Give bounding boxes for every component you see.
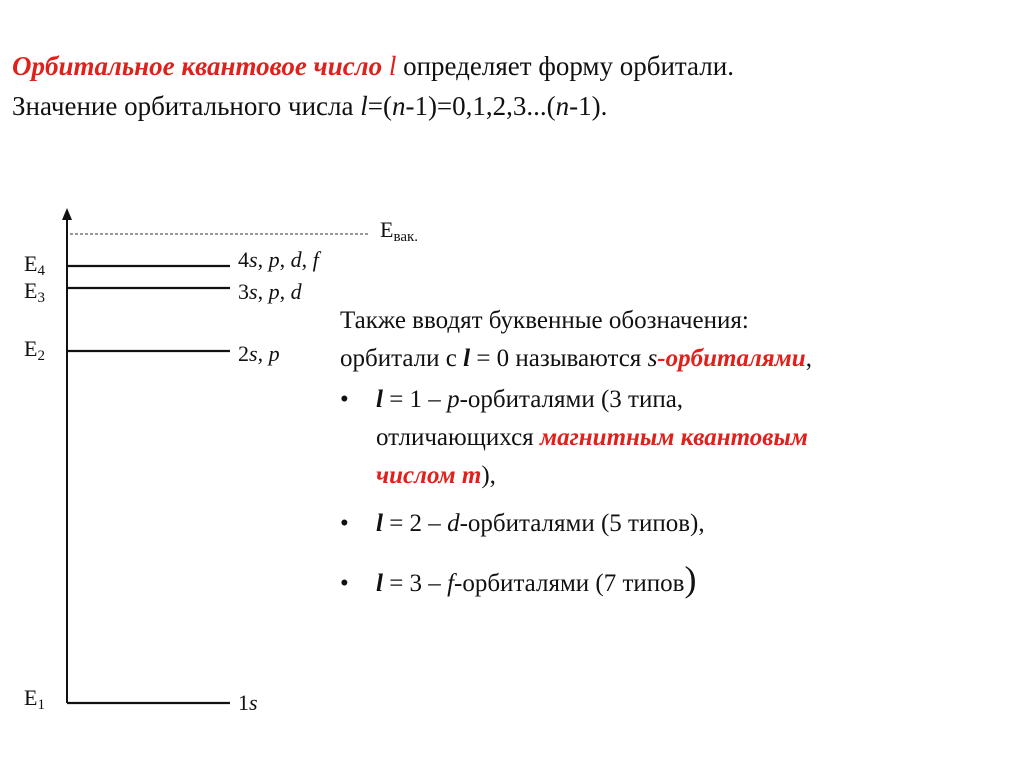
orbital-text: 1 — [238, 690, 249, 715]
list-item-p-cont-1 — [340, 419, 812, 457]
orbital-text: s — [249, 247, 258, 272]
symbol-n: n — [391, 91, 406, 121]
symbol-l: l — [388, 51, 397, 81]
level-label-e3 — [24, 280, 45, 305]
header-line-1-rest: определяет форму орбитали. — [396, 51, 734, 81]
orbitals-e3 — [238, 281, 302, 303]
orbital-text: s — [249, 690, 258, 715]
notes-text: орбитали с — [340, 345, 464, 372]
term-orbital-quantum-number: Орбитальное квантовое число — [12, 51, 383, 81]
list-item-p-cont-2 — [340, 457, 812, 495]
level-label-e2 — [24, 338, 45, 363]
axis-arrowhead-icon — [62, 208, 72, 220]
notes-text: -орбиталями (3 типа, — [459, 386, 684, 413]
term-s-orbitals: -орбиталями — [657, 345, 806, 372]
orbitals-e4 — [238, 249, 319, 271]
orbital-notation-notes — [340, 302, 812, 603]
symbol-s: s — [647, 345, 658, 372]
level-e: E — [24, 278, 38, 303]
symbol-l: l — [376, 386, 383, 413]
orbitals-e2 — [238, 343, 280, 365]
orbital-text: d — [290, 279, 302, 304]
orbital-text: p — [268, 341, 280, 366]
notes-text: ), — [481, 462, 496, 489]
bullet-icon: • — [340, 386, 349, 413]
symbol-d: d — [447, 510, 460, 537]
symbol-n: n — [555, 91, 570, 121]
list-item-p — [340, 381, 812, 419]
closing-paren: ) — [684, 559, 697, 599]
symbol-m: m — [461, 462, 482, 489]
notes-text: = 2 – — [382, 510, 448, 537]
orbital-text: 4 — [238, 247, 249, 272]
header-text: -1)=0,1,2,3...( — [405, 91, 556, 121]
list-item-d — [340, 505, 812, 543]
term-magnetic-quantum: магнитным квантовым — [539, 424, 808, 451]
notes-text: -орбиталями (5 типов), — [459, 510, 705, 537]
orbitals-e1 — [238, 692, 258, 714]
orbital-text: , — [257, 341, 269, 366]
notes-text: отличающихся — [376, 424, 540, 451]
orbital-text: , — [257, 247, 269, 272]
orbital-text: , — [257, 279, 269, 304]
vacuum-level-label — [380, 219, 418, 244]
term-number: числом — [376, 462, 462, 489]
header-line-2-prefix: Значение орбитального числа — [12, 91, 361, 121]
notes-text: , — [805, 345, 812, 372]
level-label-e4 — [24, 253, 45, 278]
notes-text: = 0 называются — [470, 345, 648, 372]
level-label-e1 — [24, 687, 45, 712]
header-text: =( — [367, 91, 392, 121]
orbital-text: d — [290, 247, 302, 272]
symbol-l: l — [360, 91, 368, 121]
orbital-text: 3 — [238, 279, 249, 304]
symbol-l: l — [376, 570, 383, 597]
symbol-f: f — [447, 570, 455, 597]
symbol-l: l — [463, 345, 471, 372]
orbital-text: 2 — [238, 341, 249, 366]
notes-intro-line-2 — [340, 340, 812, 378]
orbital-text: p — [268, 279, 280, 304]
list-item-f — [340, 559, 812, 603]
level-e: E — [24, 251, 38, 276]
orbital-text: s — [249, 341, 258, 366]
symbol-l: l — [376, 510, 383, 537]
vacuum-e: E — [380, 217, 394, 242]
notes-text: = 1 – — [382, 386, 448, 413]
orbital-text: s — [249, 279, 258, 304]
vacuum-sub: вак. — [393, 229, 419, 245]
notes-intro-line-1: Также вводят буквенные обозначения: — [340, 307, 749, 334]
level-sub: 4 — [37, 263, 45, 279]
level-e: E — [24, 685, 38, 710]
level-sub: 2 — [37, 348, 45, 364]
level-sub: 3 — [37, 290, 45, 306]
notes-text: -орбиталями (7 типов — [454, 570, 685, 597]
header-text: -1). — [569, 91, 608, 121]
level-sub: 1 — [37, 697, 45, 713]
bullet-icon: • — [340, 510, 349, 537]
bullet-icon: • — [340, 570, 349, 597]
level-e: E — [24, 336, 38, 361]
symbol-p: p — [447, 386, 460, 413]
orbital-text: f — [312, 247, 319, 272]
orbital-text: p — [268, 247, 280, 272]
orbital-text: , — [301, 247, 313, 272]
notes-text: = 3 – — [382, 570, 448, 597]
orbital-text: , — [279, 247, 291, 272]
orbital-text: , — [279, 279, 291, 304]
